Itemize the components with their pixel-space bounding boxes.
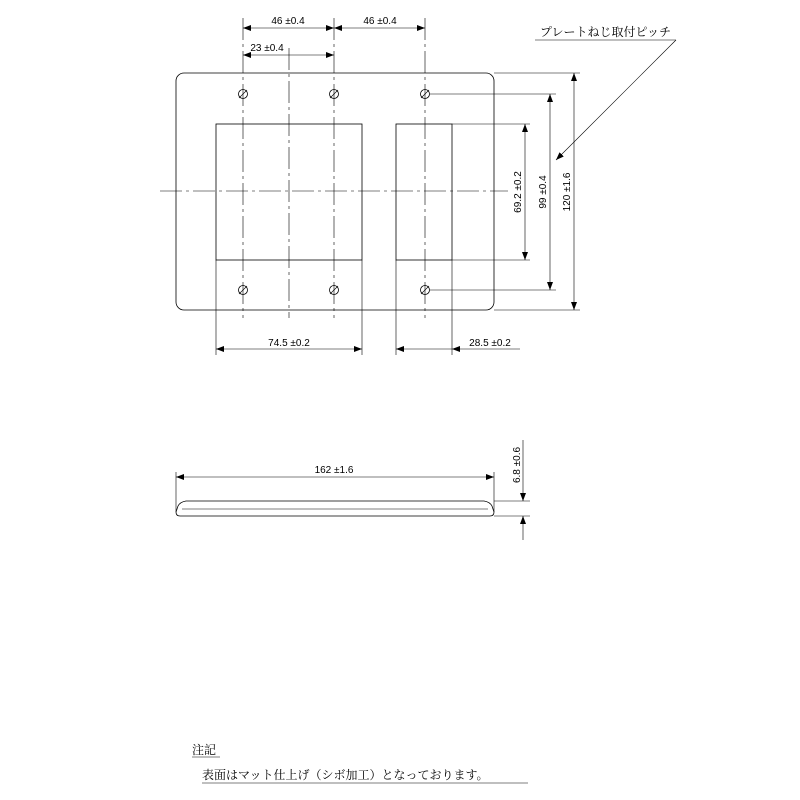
notes-line-1: 表面はマット仕上げ（シボ加工）となっております。 [202,768,489,782]
dim-opening-height: 69.2 ±0.2 [513,171,524,213]
plate-profile [176,501,494,516]
dim-pitch-left: 46 ±0.4 [271,16,305,27]
dim-pitch-right: 46 ±0.4 [363,16,397,27]
dim-screw-pitch-vertical: 99 ±0.4 [538,175,549,209]
front-view [160,16,676,355]
dim-half-pitch: 23 ±0.4 [250,43,284,54]
plate-outline [176,73,494,310]
dim-opening-wide-width: 74.5 ±0.2 [268,338,310,349]
narrow-opening [396,124,452,260]
notes [192,743,528,783]
callout-screw-pitch: プレートねじ取付ピッチ [540,25,672,39]
dim-opening-narrow-width: 28.5 ±0.2 [469,338,511,349]
notes-title: 注記 [192,743,217,757]
side-view [176,440,530,540]
dim-plate-thickness: 6.8 ±0.6 [512,446,523,484]
dim-plate-width: 162 ±1.6 [314,465,354,476]
dim-plate-height: 120 ±1.6 [562,172,573,212]
